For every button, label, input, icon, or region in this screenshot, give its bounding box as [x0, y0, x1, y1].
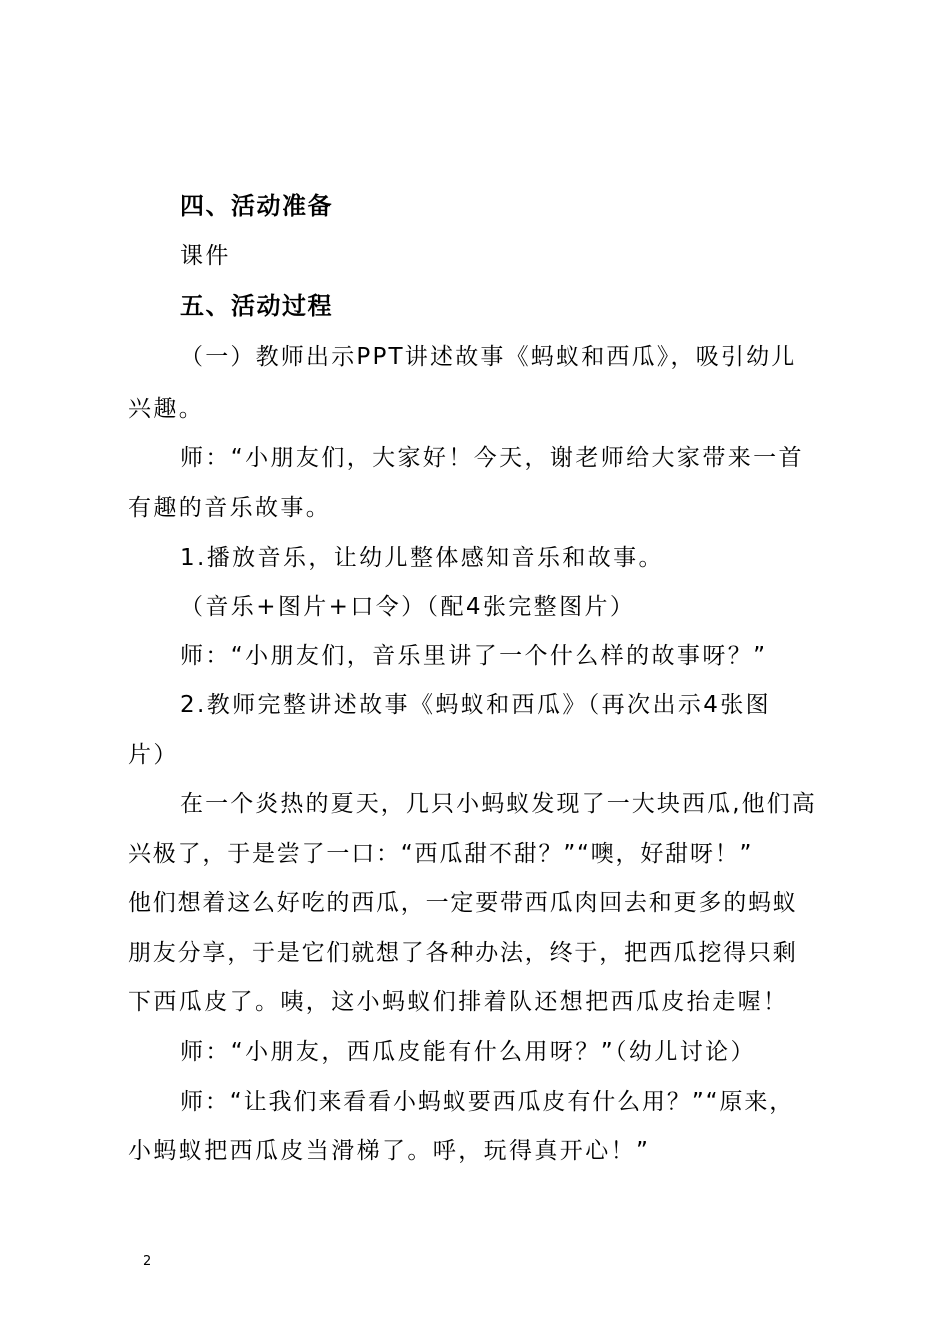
step2-line1: 2.教师完整讲述故事《蚂蚁和西瓜》（再次出示4张图: [180, 692, 772, 718]
teacher-question-1: 师：“小朋友们，音乐里讲了一个什么样的故事呀？”: [180, 643, 768, 669]
step2-line2: 片）: [128, 742, 179, 768]
teacher-question-2: 师：“小朋友，西瓜皮能有什么用呀？”（幼儿讨论）: [180, 1039, 756, 1065]
teacher-intro-line2: 有趣的音乐故事。: [128, 495, 332, 521]
step1-text: 1.播放音乐，让幼儿整体感知音乐和故事。: [180, 545, 664, 571]
part1-title-line2: 兴趣。: [128, 396, 205, 422]
section-heading-preparation: 四、活动准备: [180, 192, 333, 220]
story-line2: 兴极了，于是尝了一口：“西瓜甜不甜？”“噢，好甜呀！”: [128, 841, 754, 867]
teacher-answer-line2: 小蚂蚁把西瓜皮当滑梯了。呼，玩得真开心！”: [128, 1138, 651, 1164]
part1-title-line1: （一）教师出示PPT讲述故事《蚂蚁和西瓜》，吸引幼儿: [180, 344, 797, 370]
story-line3: 他们想着这么好吃的西瓜，一定要带西瓜肉回去和更多的蚂蚁: [128, 890, 798, 916]
preparation-body: 课件: [180, 243, 231, 269]
page-number: 2: [143, 1254, 152, 1269]
story-line5: 下西瓜皮了。咦，这小蚂蚁们排着队还想把西瓜皮抬走喔！: [128, 989, 789, 1015]
section-heading-process: 五、活动过程: [180, 292, 333, 320]
teacher-answer-line1: 师：“让我们来看看小蚂蚁要西瓜皮有什么用？”“原来，: [180, 1089, 795, 1115]
teacher-intro-line1: 师：“小朋友们，大家好！今天，谢老师给大家带来一首: [180, 445, 804, 471]
story-line1: 在一个炎热的夏天，几只小蚂蚁发现了一大块西瓜,他们高: [180, 791, 817, 817]
story-line4: 朋友分享，于是它们就想了各种办法，终于，把西瓜挖得只剩: [128, 940, 798, 966]
step1-note: （音乐+图片+口令）（配4张完整图片）: [180, 594, 636, 620]
